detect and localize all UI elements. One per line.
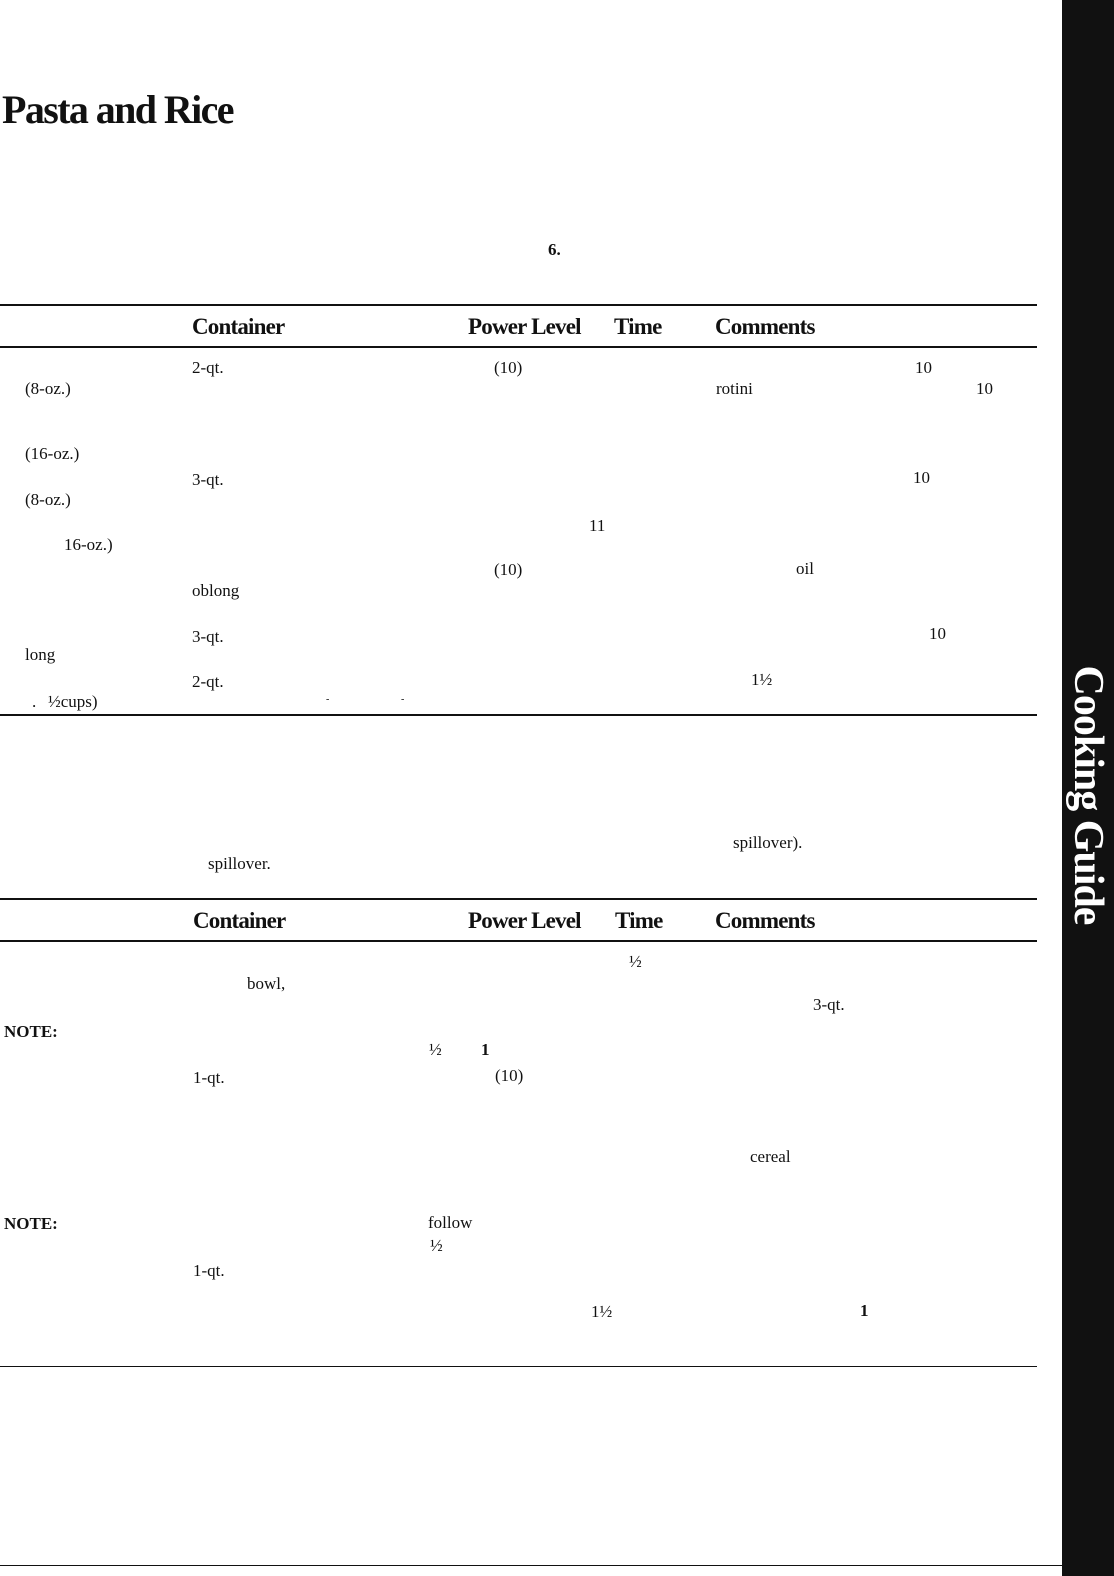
between-text-left: spillover. [208,854,271,873]
table-cell: ½cups) [48,692,98,711]
table-cell: (10) [494,358,523,377]
table-cell: 1-qt. [193,1261,225,1280]
table-cell: 2-qt. [192,358,224,377]
table-cell: (10) [494,560,523,579]
table-note: NOTE: [4,1214,58,1233]
page-title: Pasta and Rice [2,87,233,132]
table2-header-container: Container [193,908,286,933]
table-cell: bowl, [247,974,286,993]
table-cell: 11 [589,516,606,535]
intro-fragment: 6. [548,240,561,259]
table-cell: 1-qt. [193,1068,225,1087]
table-cell: oblong [192,581,240,600]
table1-header-container: Container [192,314,285,339]
table-cell: follow [428,1213,473,1232]
table-cell: - [326,694,330,705]
table-cell: (8-oz.) [25,379,71,398]
table-cell: 1 [481,1040,490,1059]
table1-header-time: Time [614,314,662,339]
table2-top-rule [0,898,1037,900]
table-cell: ½ [429,1040,442,1059]
table-cell: 1½ [751,670,773,689]
table-cell: (10) [495,1066,524,1085]
table1-header-comments: Comments [715,314,815,339]
table-cell: - [401,694,405,705]
table-cell: cereal [750,1147,791,1166]
table-cell: ½ [629,952,642,971]
table-cell: ½ [430,1236,443,1255]
page-bottom-rule [0,1565,1062,1566]
table-cell: 3-qt. [192,627,224,646]
table2-header-comments: Comments [715,908,815,933]
table-note: NOTE: [4,1022,58,1041]
table-cell: oil [796,559,814,578]
table-cell: 10 [913,468,930,487]
side-tab-label: Cooking Guide [1065,665,1111,925]
table2-header-rule [0,940,1037,942]
table-cell: 1½ [591,1302,613,1321]
table1-bottom-rule [0,714,1037,716]
table-cell: 10 [976,379,993,398]
table-cell: 3-qt. [192,470,224,489]
table-cell: (8-oz.) [25,490,71,509]
table-cell: 16-oz.) [64,535,113,554]
table-cell: 1 [860,1301,869,1320]
table-cell: . [32,692,37,711]
table-cell: 3-qt. [813,995,845,1014]
table2-header-time: Time [615,908,663,933]
table1-header-rule [0,346,1037,348]
between-text-right: spillover). [733,833,803,852]
table-cell: (16-oz.) [25,444,80,463]
table1-header-power-level: Power Level [468,314,581,339]
table2-bottom-rule [0,1366,1037,1367]
table-cell: 10 [915,358,932,377]
table2-header-power-level: Power Level [468,908,581,933]
table-cell: 2-qt. [192,672,224,691]
table-cell: rotini [716,379,753,398]
table1-top-rule [0,304,1037,306]
table-cell: 10 [929,624,946,643]
table-cell: long [25,645,56,664]
